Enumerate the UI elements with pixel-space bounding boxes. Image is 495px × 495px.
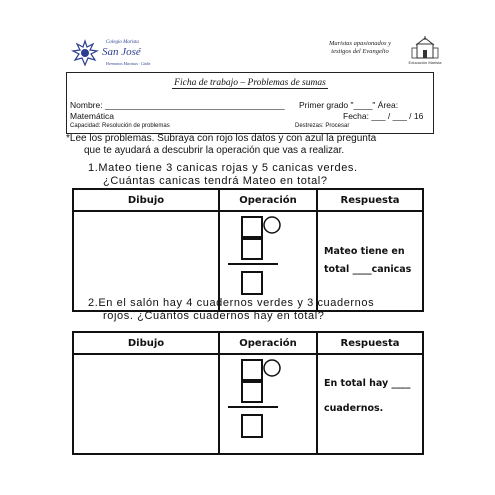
answer-area[interactable] <box>318 355 422 453</box>
header-answer: Respuesta <box>340 337 400 349</box>
instructions-line-1: *Lee los problemas. Subraya con rojo los datos y con azul la pregunta <box>66 133 377 144</box>
area-value: Matemática <box>70 111 114 121</box>
capacity-text: Capacidad: Resolución de problemas <box>70 123 170 129</box>
motto <box>310 40 410 56</box>
problem-2-line-1: 2.En el salón hay 4 cuadernos verdes y 3 cuadernos <box>88 297 375 309</box>
header-drawing: Dibujo <box>74 190 220 210</box>
school-sub-text: Hermanos Maristas · Cádiz <box>106 61 151 66</box>
answer-area[interactable] <box>318 212 422 310</box>
church-icon <box>408 36 442 60</box>
worksheet-title-text: Ficha de trabajo – Problemas de sumas <box>174 78 326 88</box>
date-field[interactable]: Fecha: ___ / ___ / 16 <box>343 111 424 121</box>
answer-line-2: cuadernos. <box>324 403 384 414</box>
header-operation: Operación <box>220 190 318 210</box>
school-emblem-icon <box>70 38 100 68</box>
addition-boxes-icon <box>220 212 316 310</box>
problem-1-table <box>72 188 424 312</box>
school-top-text: Colegio Marista <box>106 40 139 45</box>
problem-1-line-2: ¿Cuántas canicas tendrá Mateo en total? <box>103 175 328 187</box>
answer-line-1: Mateo tiene en <box>324 246 405 257</box>
answer-line-1: En total hay ____ <box>324 378 411 389</box>
problem-2-text <box>88 297 418 323</box>
worksheet-title <box>67 78 433 88</box>
answer-line-2: total ____canicas <box>324 264 412 275</box>
instructions-line-2: que te ayudará a descubrir la operación que vas a realizar. <box>84 145 345 156</box>
table-body-row <box>74 212 422 310</box>
table-header-row <box>74 190 422 212</box>
motto-line-2: testigos del Evangelio <box>331 48 389 55</box>
addition-boxes-icon <box>220 355 316 453</box>
grade-field[interactable]: Primer grado "____" Área: <box>299 100 399 110</box>
marist-logo <box>408 36 442 70</box>
name-field[interactable]: Nombre: ______________________________________ <box>70 100 285 110</box>
worksheet-info-box <box>66 72 434 134</box>
operation-area[interactable] <box>220 212 318 310</box>
drawing-area[interactable] <box>74 355 220 453</box>
school-logo <box>70 38 190 72</box>
problem-2-table <box>72 331 424 455</box>
header-operation: Operación <box>220 333 318 353</box>
problem-1-line-1: 1.Mateo tiene 3 canicas rojas y 5 canicas verdes. <box>88 162 358 174</box>
table-header-row <box>74 333 422 355</box>
problem-2-line-2: rojos. ¿Cuántos cuadernos hay en total? <box>103 310 325 322</box>
problem-1-text <box>88 162 418 188</box>
school-name: San José <box>102 46 141 58</box>
drawing-area[interactable] <box>74 212 220 310</box>
table-body-row <box>74 355 422 453</box>
motto-line-1: Maristas apasionados y <box>328 40 392 47</box>
header-answer: Respuesta <box>340 194 400 206</box>
operation-area[interactable] <box>220 355 318 453</box>
header-drawing: Dibujo <box>74 333 220 353</box>
marist-logo-caption: Educación Marista <box>408 60 442 65</box>
instructions <box>66 133 436 157</box>
skills-text: Destrezas: Procesar <box>295 123 350 129</box>
